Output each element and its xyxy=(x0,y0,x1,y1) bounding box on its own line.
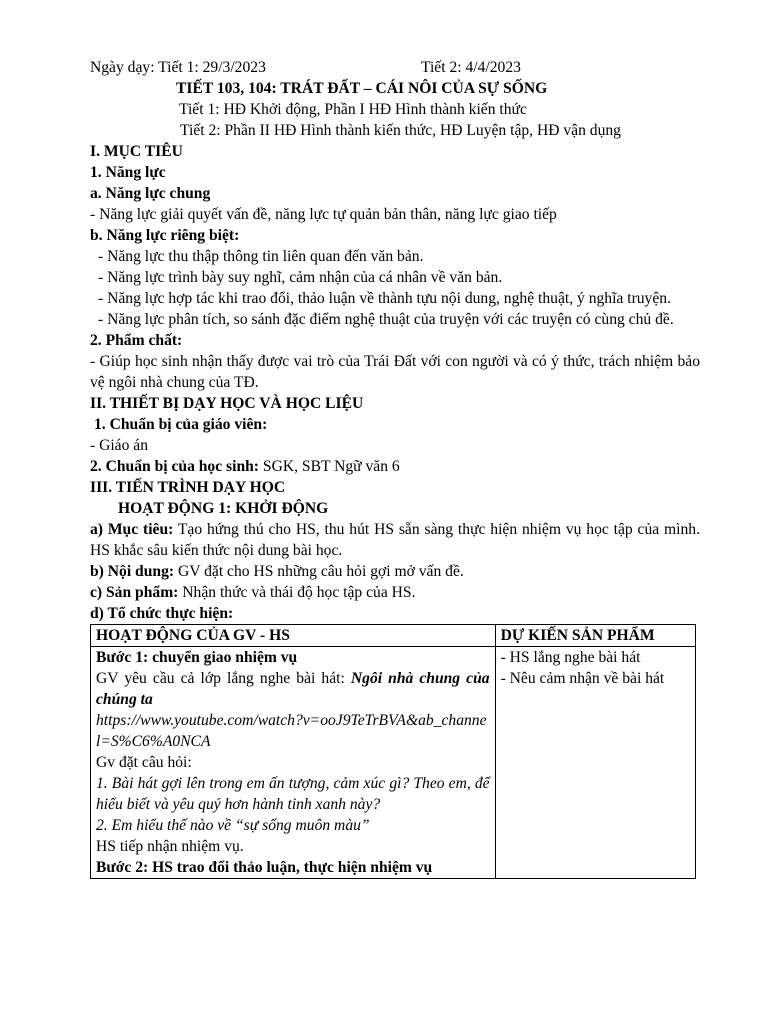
specific-competency-2: - Năng lực trình bày suy nghĩ, cảm nhận của cá nhân về văn bản. xyxy=(98,269,503,286)
organization-heading: d) Tổ chức thực hiện: xyxy=(90,605,234,622)
specific-competency-4: - Năng lực phân tích, so sánh đặc điểm nghệ thuật của truyện với các truyện có cùng chủ đề. xyxy=(98,311,674,328)
teacher-prep-text: - Giáo án xyxy=(90,437,149,454)
question-2: 2. Em hiểu thế nào về “sự sống muôn màu” xyxy=(96,817,370,834)
student-prep-text: SGK, SBT Ngữ văn 6 xyxy=(259,458,400,475)
content-label: b) Nội dung: xyxy=(90,563,175,580)
lesson-title: TIẾT 103, 104: TRÁT ĐẤT – CÁI NÔI CỦA SỰ SỐNG xyxy=(176,80,548,97)
step-2-heading: Bước 2: HS trao đổi thảo luận, thực hiện nhiệm vụ xyxy=(96,859,433,876)
section-process-heading: III. TIẾN TRÌNH DẠY HỌC xyxy=(90,479,286,496)
teacher-prep-heading: 1. Chuẩn bị của giáo viên: xyxy=(94,416,268,433)
document-page xyxy=(90,57,700,879)
activity-1-heading: HOẠT ĐỘNG 1: KHỞI ĐỘNG xyxy=(118,500,329,517)
section-equipment-heading: II. THIẾT BỊ DẠY HỌC VÀ HỌC LIỆU xyxy=(90,395,364,412)
general-competency-heading: a. Năng lực chung xyxy=(90,185,211,202)
table-header-row xyxy=(91,625,696,647)
product-item-2: - Nêu cảm nhận về bài hát xyxy=(500,670,665,687)
product-cell xyxy=(495,647,695,879)
content-line xyxy=(90,561,700,582)
activity-cell xyxy=(91,647,496,879)
question-1: 1. Bài hát gợi lên trong em ấn tượng, cảm xúc gì? Theo em, để hiểu biết và yêu quý hơn hành tinh xanh này? xyxy=(96,775,490,813)
lesson-1-scope: Tiết 1: HĐ Khởi động, Phần I HĐ Hình thành kiến thức xyxy=(179,101,527,118)
activity-table xyxy=(90,624,696,879)
header-expected-product: DỰ KIẾN SẢN PHẨM xyxy=(495,625,695,647)
objective-line xyxy=(90,519,700,561)
section-objectives-heading: I. MỤC TIÊU xyxy=(90,143,183,160)
product-line xyxy=(90,582,700,603)
competency-heading: 1. Năng lực xyxy=(90,164,166,181)
date-lesson-2: Tiết 2: 4/4/2023 xyxy=(421,59,521,76)
specific-competency-heading: b. Năng lực riêng biệt: xyxy=(90,227,240,244)
teaching-date-line xyxy=(90,57,700,78)
qualities-heading: 2. Phẩm chất: xyxy=(90,332,183,349)
product-item-1: - HS lắng nghe bài hát xyxy=(500,649,641,666)
product-text: Nhận thức và thái độ học tập của HS. xyxy=(178,584,416,601)
objective-text: Tạo hứng thú cho HS, thu hút HS sẵn sàng thực hiện nhiệm vụ học tập của mình. HS khắc sâu kiến thức nội dung bài học. xyxy=(90,521,700,559)
content-text: GV đặt cho HS những câu hỏi gợi mở vấn đề. xyxy=(174,563,464,580)
song-url-link[interactable]: https://www.youtube.com/watch?v=ooJ9TeTrBVA&ab_channel=S%C6%A0NCA xyxy=(96,712,487,750)
specific-competency-3: - Năng lực hợp tác khi trao đổi, thảo luận về thành tựu nội dung, nghệ thuật, ý nghĩa truyện. xyxy=(98,290,671,307)
product-label: c) Sản phẩm: xyxy=(90,584,179,601)
lesson-2-scope: Tiết 2: Phần II HĐ Hình thành kiến thức, HĐ Luyện tập, HĐ vận dụng xyxy=(180,122,621,139)
step-1-heading: Bước 1: chuyển giao nhiệm vụ xyxy=(96,649,298,666)
receive-task-line: HS tiếp nhận nhiệm vụ. xyxy=(96,838,244,855)
header-teacher-student-activity: HOẠT ĐỘNG CỦA GV - HS xyxy=(91,625,496,647)
objective-label: a) Mục tiêu: xyxy=(90,521,174,538)
student-prep-label: 2. Chuẩn bị của học sinh: xyxy=(90,458,259,475)
table-row xyxy=(91,647,696,879)
song-title: Ngôi nhà chung của chúng ta xyxy=(96,670,490,708)
date-lesson-1: Ngày dạy: Tiết 1: 29/3/2023 xyxy=(90,59,266,76)
qualities-text: - Giúp học sinh nhận thấy được vai trò của Trái Đất với con người và có ý thức, trách nhiệm bảo vệ ngôi nhà chung của TĐ. xyxy=(90,353,700,391)
specific-competency-1: - Năng lực thu thập thông tin liên quan đến văn bản. xyxy=(98,248,424,265)
ask-question-line: Gv đặt câu hỏi: xyxy=(96,754,192,771)
listen-instruction xyxy=(96,668,490,710)
general-competency-text: - Năng lực giải quyết vấn đề, năng lực tự quản bản thân, năng lực giao tiếp xyxy=(90,206,557,223)
student-prep-line xyxy=(90,456,700,477)
listen-prefix: GV yêu cầu cả lớp lắng nghe bài hát: xyxy=(96,670,351,687)
